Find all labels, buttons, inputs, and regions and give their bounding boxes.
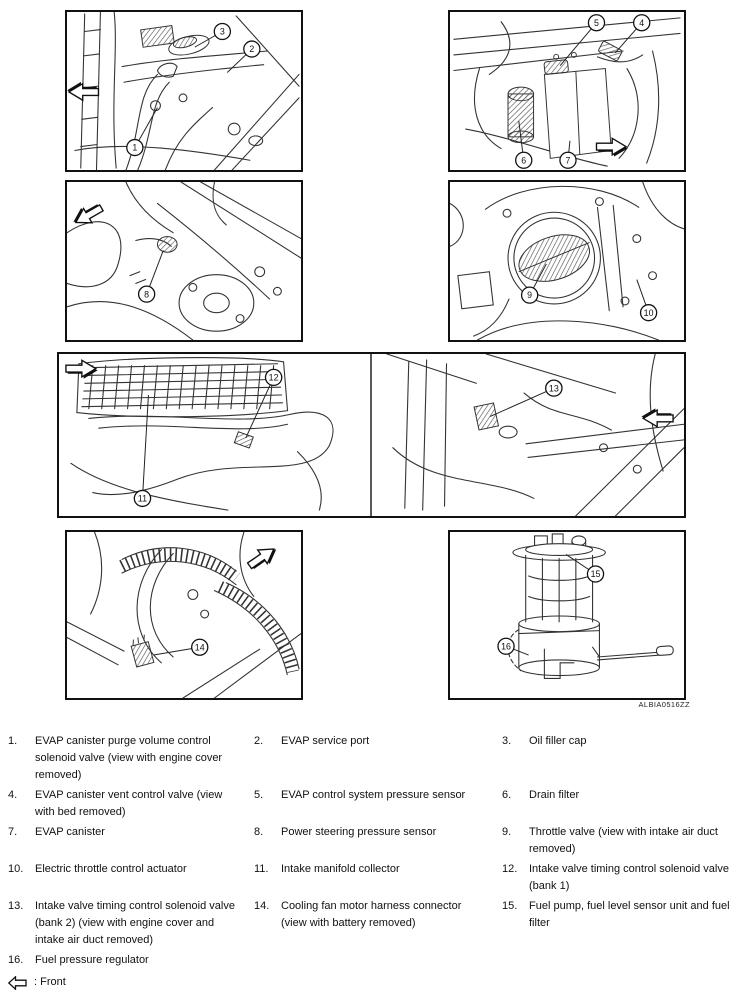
legend-item-number: 11.	[254, 863, 269, 875]
legend-item-3	[502, 733, 740, 750]
legend-item-text: Intake valve timing control solenoid valve (bank 2) (view with engine cover and intake air duct removed)	[35, 900, 235, 946]
legend-item-text: Power steering pressure sensor	[281, 826, 437, 838]
legend-item-number: 3.	[502, 735, 512, 747]
svg-text:16: 16	[501, 641, 511, 652]
legend-item-number: 7.	[8, 826, 18, 838]
legend-item-7	[8, 824, 254, 841]
legend-item-2	[254, 733, 502, 750]
panel-intake-manifold-views	[57, 352, 686, 518]
callout-4	[634, 15, 650, 31]
svg-text:14: 14	[194, 642, 205, 653]
front-direction-arrow	[67, 82, 98, 100]
callout-1	[127, 140, 143, 156]
legend-item-text: Oil filler cap	[529, 735, 587, 747]
legend-item-4	[8, 787, 254, 821]
svg-text:9: 9	[527, 290, 533, 301]
callout-16	[498, 638, 514, 654]
legend-item-10	[8, 861, 254, 878]
callout-11	[134, 490, 150, 506]
legend-item-text: EVAP control system pressure sensor	[281, 789, 466, 801]
legend-item-number: 15.	[502, 900, 518, 912]
legend-item-text: EVAP canister	[35, 826, 105, 838]
legend-item-5	[254, 787, 502, 804]
legend-item-15	[502, 898, 740, 932]
legend-item-number: 12.	[502, 863, 518, 875]
legend-item-number: 4.	[8, 789, 18, 801]
panel-engine-front-view	[65, 10, 303, 172]
legend-item-text: Electric throttle control actuator	[35, 863, 187, 875]
panel-cooling-fan-harness-view	[65, 530, 303, 700]
callout-10	[641, 305, 657, 321]
callout-5	[588, 15, 604, 31]
panel-evap-canister-view	[448, 10, 686, 172]
legend-item-text: EVAP canister purge volume control solenoid valve (view with engine cover removed)	[35, 735, 223, 781]
figure-code: ALBIA0516ZZ	[638, 700, 690, 709]
legend-item-number: 2.	[254, 735, 264, 747]
svg-text:5: 5	[594, 17, 599, 28]
panel-throttle-valve-view	[448, 180, 686, 342]
front-direction-arrow	[641, 408, 673, 426]
legend-item-text: EVAP service port	[281, 735, 370, 747]
legend-item-13	[8, 898, 254, 949]
legend-item-9	[502, 824, 740, 858]
legend-item-14	[254, 898, 502, 932]
legend-item-8	[254, 824, 502, 841]
callout-12	[265, 369, 281, 385]
front-direction-arrow	[66, 360, 98, 378]
legend-item-1	[8, 733, 254, 784]
legend-item-number: 6.	[502, 789, 512, 801]
svg-text:1: 1	[132, 142, 138, 153]
svg-text:15: 15	[590, 569, 601, 580]
legend-item-number: 1.	[8, 735, 18, 747]
callout-9	[522, 287, 538, 303]
front-direction-arrow	[69, 199, 105, 230]
legend-item-number: 5.	[254, 789, 264, 801]
front-label: : Front	[34, 976, 66, 988]
front-arrow-icon	[8, 976, 27, 990]
svg-text:3: 3	[219, 26, 225, 37]
legend-item-number: 16.	[8, 954, 24, 966]
legend-item-12	[502, 861, 740, 895]
legend-item-number: 10.	[8, 863, 24, 875]
svg-text:11: 11	[137, 493, 148, 504]
callout-7	[560, 152, 576, 168]
callout-15	[587, 566, 603, 582]
legend-item-11	[254, 861, 502, 878]
legend-item-text: Intake manifold collector	[281, 863, 400, 875]
panel-power-steering-sensor-view	[65, 180, 303, 342]
callout-2	[244, 41, 260, 57]
legend-item-6	[502, 787, 740, 804]
legend-item-text: Drain filter	[529, 789, 580, 801]
legend-item-text: EVAP canister vent control valve (view with bed removed)	[35, 789, 223, 818]
legend-item-text: Throttle valve (view with intake air duct removed)	[529, 826, 718, 855]
legend-item-16	[8, 952, 254, 969]
svg-text:7: 7	[565, 155, 571, 166]
front-note	[8, 974, 740, 991]
svg-text:10: 10	[643, 307, 654, 318]
svg-text:8: 8	[144, 289, 150, 300]
svg-text:12: 12	[268, 372, 279, 383]
callout-8	[139, 286, 155, 302]
callout-3	[214, 24, 230, 40]
legend-item-number: 14.	[254, 900, 270, 912]
svg-text:2: 2	[249, 44, 255, 55]
callout-13	[546, 380, 562, 396]
front-direction-arrow	[596, 138, 627, 156]
legend-item-text: Cooling fan motor harness connector (view with battery removed)	[281, 900, 462, 929]
legend-item-number: 9.	[502, 826, 512, 838]
legend-item-text: Fuel pump, fuel level sensor unit and fuel filter	[529, 900, 730, 929]
legend-item-number: 8.	[254, 826, 264, 838]
callout-6	[516, 152, 532, 168]
front-direction-arrow	[245, 541, 281, 574]
legend-item-text: Fuel pressure regulator	[35, 954, 149, 966]
svg-text:6: 6	[521, 155, 527, 166]
svg-text:13: 13	[548, 383, 559, 394]
panel-fuel-pump-assembly	[448, 530, 686, 700]
legend-item-text: Intake valve timing control solenoid valve (bank 1)	[529, 863, 729, 892]
legend-grid	[8, 733, 740, 969]
legend-item-number: 13.	[8, 900, 24, 912]
svg-text:4: 4	[639, 17, 645, 28]
callout-14	[192, 639, 208, 655]
legend	[8, 733, 740, 991]
